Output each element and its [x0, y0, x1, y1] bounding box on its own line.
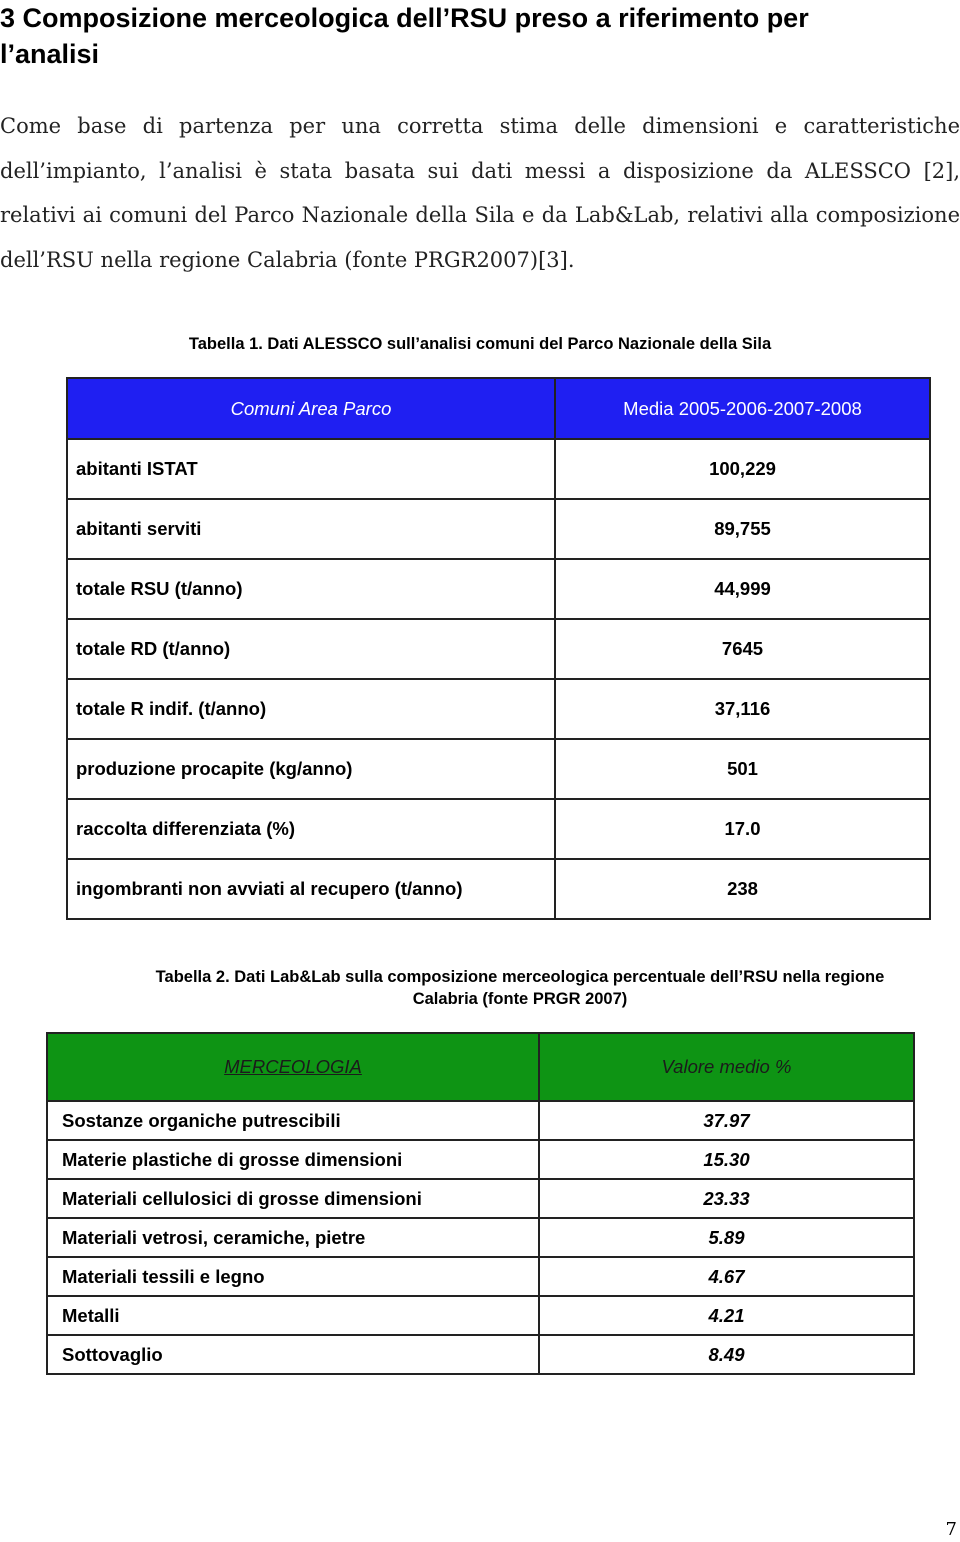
row-value: 15.30 [539, 1140, 914, 1179]
table-row [67, 559, 930, 619]
row-label: produzione procapite (kg/anno) [67, 739, 555, 799]
row-label: Materiali vetrosi, ceramiche, pietre [47, 1218, 539, 1257]
row-value: 17.0 [555, 799, 930, 859]
row-value: 44,999 [555, 559, 930, 619]
heading-line-2: l’analisi [0, 39, 100, 69]
section-heading [0, 0, 930, 72]
column-header-merceologia: MERCEOLOGIA [47, 1033, 539, 1101]
row-label: abitanti ISTAT [67, 439, 555, 499]
row-label: Sostanze organiche putrescibili [47, 1101, 539, 1140]
row-value: 89,755 [555, 499, 930, 559]
column-header-comuni: Comuni Area Parco [67, 378, 555, 439]
table-row [47, 1335, 914, 1374]
table-row [67, 799, 930, 859]
intro-line: dell’impianto, l’analisi è stata basata sui dati messi a disposizione da ALESSCO [2], [0, 158, 960, 183]
row-value: 8.49 [539, 1335, 914, 1374]
intro-line: Come base di partenza per una corretta stima delle dimensioni e caratteristiche [0, 114, 960, 138]
table-row [47, 1296, 914, 1335]
row-label: abitanti serviti [67, 499, 555, 559]
table1-caption: Tabella 1. Dati ALESSCO sull’analisi comuni del Parco Nazionale della Sila [188, 335, 772, 353]
table2-caption [80, 966, 960, 1010]
alessco-data-table [66, 377, 931, 920]
column-header-media: Media 2005-2006-2007-2008 [555, 378, 930, 439]
table-row [67, 739, 930, 799]
row-value: 5.89 [539, 1218, 914, 1257]
table-row [47, 1140, 914, 1179]
table-row [47, 1218, 914, 1257]
table-row [47, 1179, 914, 1218]
row-value: 238 [555, 859, 930, 919]
row-label: Materiali tessili e legno [47, 1257, 539, 1296]
row-label: Metalli [47, 1296, 539, 1335]
table-row [67, 679, 930, 739]
table-header-row [47, 1033, 914, 1101]
table-row [67, 439, 930, 499]
row-value: 23.33 [539, 1179, 914, 1218]
table2-caption-line-1: Tabella 2. Dati Lab&Lab sulla composizione merceologica percentuale dell’RSU nella regione [155, 968, 885, 986]
row-value: 4.67 [539, 1257, 914, 1296]
row-label: Materie plastiche di grosse dimensioni [47, 1140, 539, 1179]
column-header-valore: Valore medio % [539, 1033, 914, 1101]
intro-paragraph [0, 104, 960, 282]
row-label: totale RSU (t/anno) [67, 559, 555, 619]
row-value: 7645 [555, 619, 930, 679]
page-number: 7 [945, 1519, 957, 1540]
row-label: totale R indif. (t/anno) [67, 679, 555, 739]
row-value: 501 [555, 739, 930, 799]
row-value: 100,229 [555, 439, 930, 499]
table-row [67, 499, 930, 559]
row-label: totale RD (t/anno) [67, 619, 555, 679]
table2-caption-line-2: Calabria (fonte PRGR 2007) [412, 990, 628, 1008]
row-label: raccolta differenziata (%) [67, 799, 555, 859]
table-row [47, 1257, 914, 1296]
heading-line-1: 3 Composizione merceologica dell’RSU preso a riferimento per [0, 3, 809, 33]
row-value: 37.97 [539, 1101, 914, 1140]
row-label: Materiali cellulosici di grosse dimensioni [47, 1179, 539, 1218]
intro-line: relativi ai comuni del Parco Nazionale della Sila e da Lab&Lab, relativi alla composizione [0, 203, 960, 227]
row-value: 4.21 [539, 1296, 914, 1335]
table-row [47, 1101, 914, 1140]
row-label: ingombranti non avviati al recupero (t/anno) [67, 859, 555, 919]
row-value: 37,116 [555, 679, 930, 739]
row-label: Sottovaglio [47, 1335, 539, 1374]
merceologia-table [46, 1032, 915, 1375]
intro-line: dell’RSU nella regione Calabria (fonte PRGR2007)[3]. [0, 247, 575, 272]
table-row [67, 619, 930, 679]
table-row [67, 859, 930, 919]
table-header-row [67, 378, 930, 439]
